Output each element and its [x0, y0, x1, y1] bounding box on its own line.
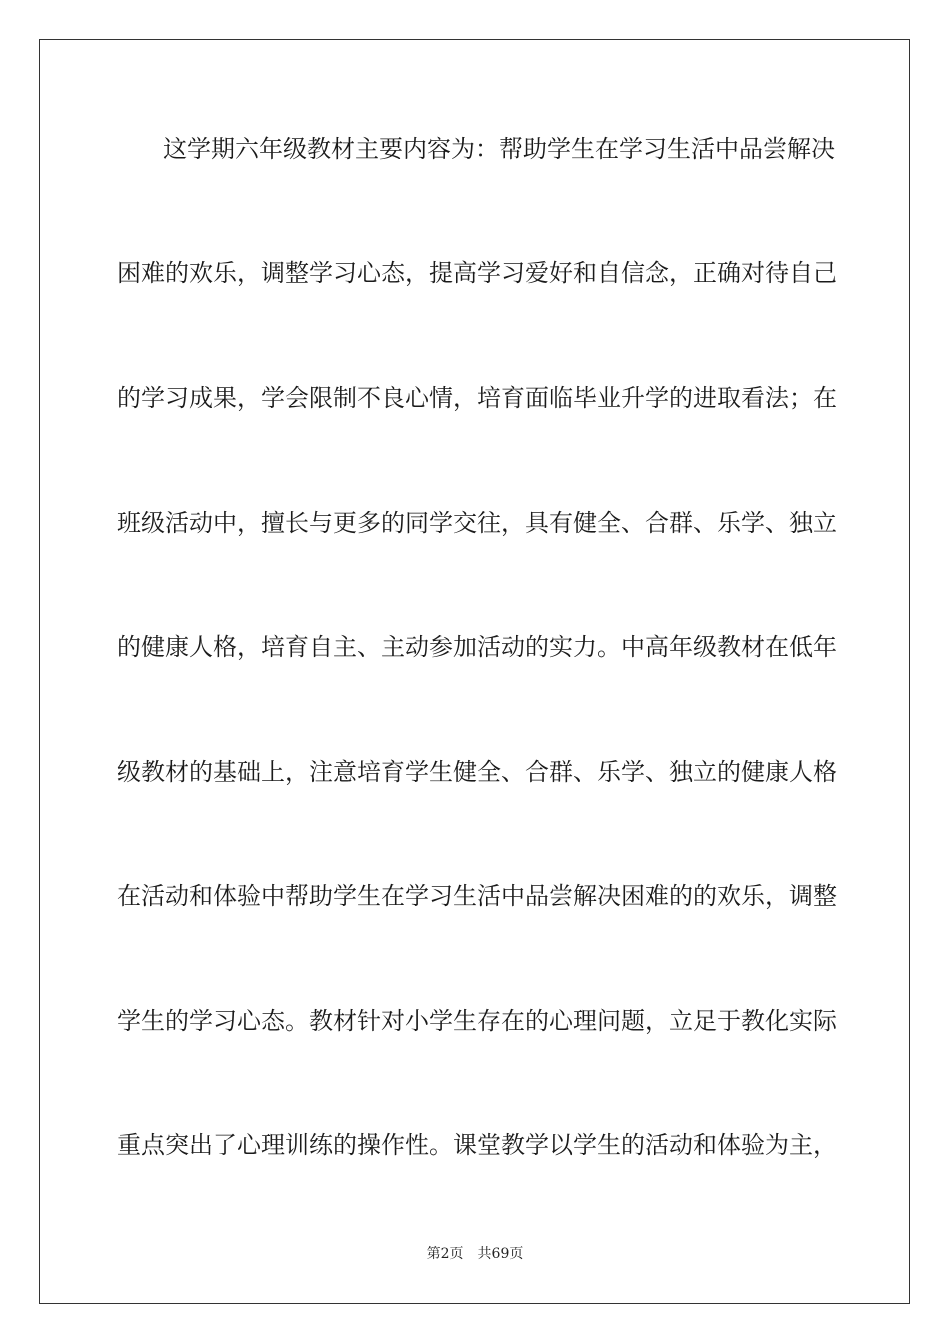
paragraph-line-9: 重点突出了心理训练的操作性。课堂教学以学生的活动和体验为主， — [117, 1131, 837, 1159]
paragraph-line-7: 在活动和体验中帮助学生在学习生活中品尝解决困难的的欢乐，调整 — [117, 882, 837, 910]
paragraph-line-1: 这学期六年级教材主要内容为：帮助学生在学习生活中品尝解决 — [163, 135, 835, 163]
paragraph-line-3: 的学习成果，学会限制不良心情，培育面临毕业升学的进取看法；在 — [117, 384, 837, 412]
page-border — [39, 39, 910, 1304]
paragraph-line-5: 的健康人格，培育自主、主动参加活动的实力。中高年级教材在低年 — [117, 633, 837, 661]
paragraph-line-8: 学生的学习心态。教材针对小学生存在的心理问题，立足于教化实际 — [117, 1007, 837, 1035]
paragraph-line-2: 困难的欢乐，调整学习心态，提高学习爱好和自信念，正确对待自己 — [117, 259, 837, 287]
paragraph-line-6: 级教材的基础上，注意培育学生健全、合群、乐学、独立的健康人格 — [117, 758, 837, 786]
page-number-footer: 第2页 共69页 — [426, 1246, 524, 1262]
paragraph-line-4: 班级活动中，擅长与更多的同学交往，具有健全、合群、乐学、独立 — [117, 509, 837, 537]
